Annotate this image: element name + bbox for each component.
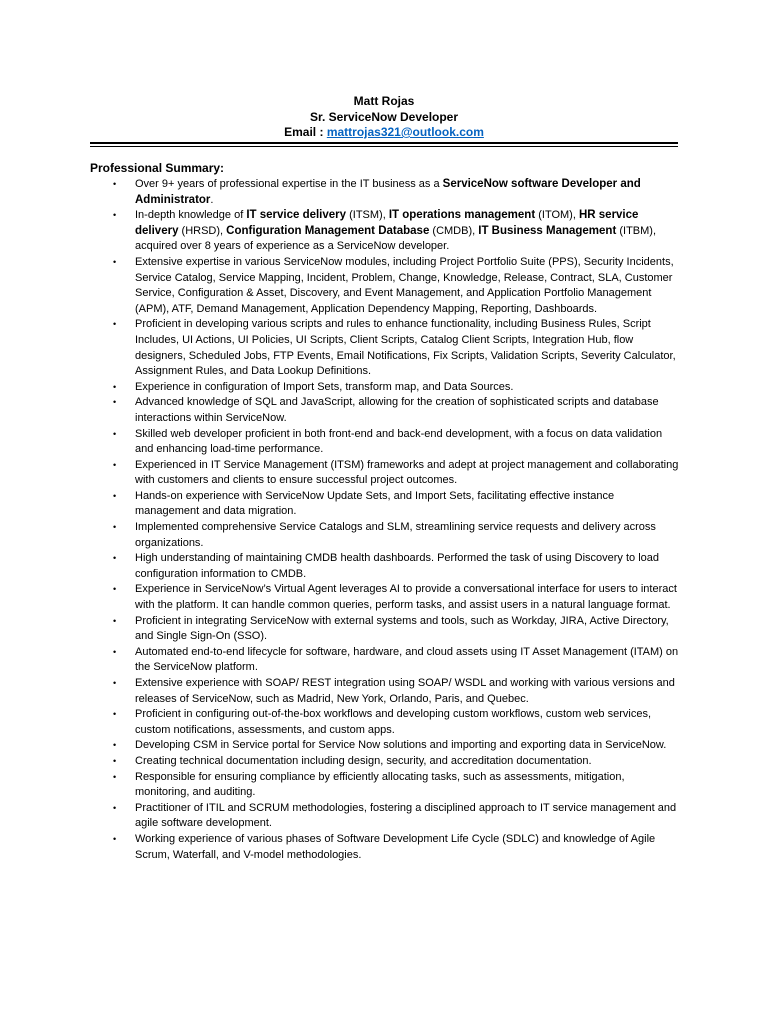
- bullet-marker: •: [113, 709, 117, 720]
- bullet-text: Implemented comprehensive Service Catalogs and SLM, streamlining service requests and delivery across organizations.: [135, 521, 656, 549]
- bullet-marker: •: [113, 755, 117, 766]
- email-label: Email :: [284, 125, 324, 139]
- summary-bullet-item: [0, 770, 680, 801]
- summary-bullet-item: [0, 427, 680, 458]
- summary-bullet-item: [0, 551, 680, 582]
- bullet-text: Hands-on experience with ServiceNow Update Sets, and Import Sets, facilitating effective instance management and data migration.: [135, 489, 615, 518]
- emphasized-text: HR service delivery: [135, 209, 639, 237]
- bullet-marker: •: [113, 802, 117, 813]
- contact-line: [90, 125, 678, 141]
- bullet-text: (ITBM), acquired over 8 years of experience as a ServiceNow developer.: [135, 224, 657, 253]
- header-divider-thick: [90, 142, 678, 144]
- summary-bullet-item: [0, 676, 680, 707]
- summary-bullet-item: [0, 754, 680, 770]
- bullet-text: (ITOM),: [535, 209, 579, 222]
- emphasized-text: IT Business Management: [478, 224, 617, 237]
- summary-bullet-item: [0, 208, 680, 255]
- bullet-marker: •: [113, 179, 117, 189]
- bullet-text: High understanding of maintaining CMDB health dashboards. Performed the task of using Discovery to load configuration information to CMDB.: [135, 552, 660, 580]
- summary-bullet-item: [0, 832, 680, 863]
- bullet-text: In-depth knowledge of: [135, 209, 247, 222]
- email-link[interactable]: mattrojas321@outlook.com: [326, 125, 484, 139]
- section-title-professional-summary: Professional Summary:: [90, 161, 225, 175]
- bullet-marker: •: [113, 210, 117, 221]
- bullet-marker: •: [113, 553, 117, 564]
- bullet-text: Experienced in IT Service Management (ITSM) frameworks and adept at project management and collaborating with customers and clients to ensure successful project outcomes.: [135, 458, 679, 487]
- candidate-name: Matt Rojas: [353, 94, 415, 108]
- bullet-marker: •: [113, 740, 117, 751]
- bullet-marker: •: [113, 522, 117, 533]
- bullet-marker: •: [113, 256, 117, 267]
- header-divider-thin: [90, 146, 678, 147]
- bullet-marker: •: [113, 397, 117, 408]
- summary-bullet-item: [0, 458, 680, 489]
- summary-bullet-item: [0, 489, 680, 520]
- bullet-marker: •: [113, 319, 117, 330]
- bullet-marker: •: [113, 459, 117, 470]
- summary-bullet-item: [0, 707, 680, 738]
- resume-header: [90, 94, 678, 141]
- bullet-text: Creating technical documentation including design, security, and accreditation documentation.: [135, 754, 592, 767]
- summary-bullet-item: [0, 801, 680, 832]
- bullet-text: (HRSD),: [178, 224, 227, 237]
- bullet-marker: •: [113, 833, 117, 844]
- emphasized-text: IT service delivery: [246, 209, 347, 222]
- bullet-marker: •: [113, 381, 117, 392]
- bullet-text: Developing CSM in Service portal for Service Now solutions and importing and exporting data in ServiceNow.: [135, 739, 667, 752]
- summary-bullet-item: [0, 582, 680, 613]
- bullet-text: Experience in ServiceNow’s Virtual Agent leverages AI to provide a conversational interface for users to interact with the platform. It can handle common queries, perform tasks, and assist users in a natural language format.: [135, 583, 677, 612]
- bullet-text: Proficient in integrating ServiceNow with external systems and tools, such as Workday, JIRA, Active Directory, and Single Sign-On (SSO).: [135, 614, 669, 643]
- bullet-text: Automated end-to-end lifecycle for software, hardware, and cloud assets using IT Asset Management (ITAM) on the ServiceNow platform.: [135, 645, 679, 674]
- bullet-marker: •: [113, 771, 117, 782]
- bullet-marker: •: [113, 646, 117, 657]
- bullet-text: Responsible for ensuring compliance by efficiently allocating tasks, such as assessments, mitigation, monitoring, and auditing.: [135, 770, 625, 799]
- emphasized-text: IT operations management: [388, 209, 536, 222]
- bullet-text: .: [210, 193, 214, 206]
- summary-bullet-item: [0, 520, 680, 551]
- bullet-text: Over 9+ years of professional expertise in the IT business as a: [135, 178, 443, 190]
- candidate-title: Sr. ServiceNow Developer: [309, 109, 459, 124]
- bullet-marker: •: [113, 490, 117, 501]
- bullet-text: Skilled web developer proficient in both front-end and back-end development, with a focus on data validation and enhancing load-time performance.: [135, 427, 663, 456]
- bullet-text: Experience in configuration of Import Sets, transform map, and Data Sources.: [135, 380, 514, 393]
- emphasized-text: ServiceNow software Developer and Administrator: [135, 178, 641, 206]
- emphasized-text: Configuration Management Database: [226, 224, 430, 237]
- bullet-marker: •: [113, 678, 117, 688]
- bullet-text: Practitioner of ITIL and SCRUM methodologies, fostering a disciplined approach to IT service management and agile software development.: [135, 801, 677, 830]
- bullet-text: Extensive expertise in various ServiceNow modules, including Project Portfolio Suite (PPS), Security Incidents, Service Catalog, Service Mapping, Incident, Problem, Change, Knowledge, Release, Contract, SLA, Customer Service, Configuration & Asset, Discovery, and Event Management, and Application Portfolio Management (APM), ATF, Demand Management, Application Dependency Mapping, Reporting, Dashboards.: [135, 255, 674, 315]
- summary-bullet-item: [0, 738, 680, 754]
- summary-bullet-item: [0, 645, 680, 676]
- summary-bullet-list: [0, 177, 768, 863]
- bullet-text: Advanced knowledge of SQL and JavaScript, allowing for the creation of sophisticated scripts and database interactions within ServiceNow.: [135, 396, 659, 424]
- bullet-text: Working experience of various phases of Software Development Life Cycle (SDLC) and knowledge of Agile Scrum, Waterfall, and V-model methodologies.: [135, 832, 656, 861]
- bullet-marker: •: [113, 428, 117, 439]
- summary-bullet-item: [0, 380, 680, 396]
- bullet-text: Proficient in configuring out-of-the-box workflows and developing custom workflows, custom web services, custom notifications, assessments, and custom apps.: [135, 708, 652, 736]
- bullet-text: (ITSM),: [346, 209, 389, 222]
- bullet-marker: •: [113, 615, 117, 626]
- bullet-marker: •: [113, 584, 117, 595]
- summary-bullet-item: [0, 255, 680, 317]
- summary-bullet-item: [0, 317, 680, 379]
- summary-bullet-item: [0, 614, 680, 645]
- summary-bullet-item: [0, 177, 680, 208]
- summary-bullet-item: [0, 395, 680, 426]
- bullet-text: (CMDB),: [429, 224, 479, 237]
- bullet-text: Extensive experience with SOAP/ REST integration using SOAP/ WSDL and working with various versions and releases of ServiceNow, such as Madrid, New York, Orlando, Paris, and Quebec.: [135, 677, 675, 705]
- bullet-text: Proficient in developing various scripts and rules to enhance functionality, including Business Rules, Script Includes, UI Actions, UI Policies, UI Scripts, Client Scripts, Catalog Client Scripts, Integration Hub, flow designers, Scheduled Jobs, FTP Events, Email Notifications, Fix Scripts, Validation Scripts, Severity Calculator, Assignment Rules, and Data Lookup Definitions.: [135, 318, 676, 378]
